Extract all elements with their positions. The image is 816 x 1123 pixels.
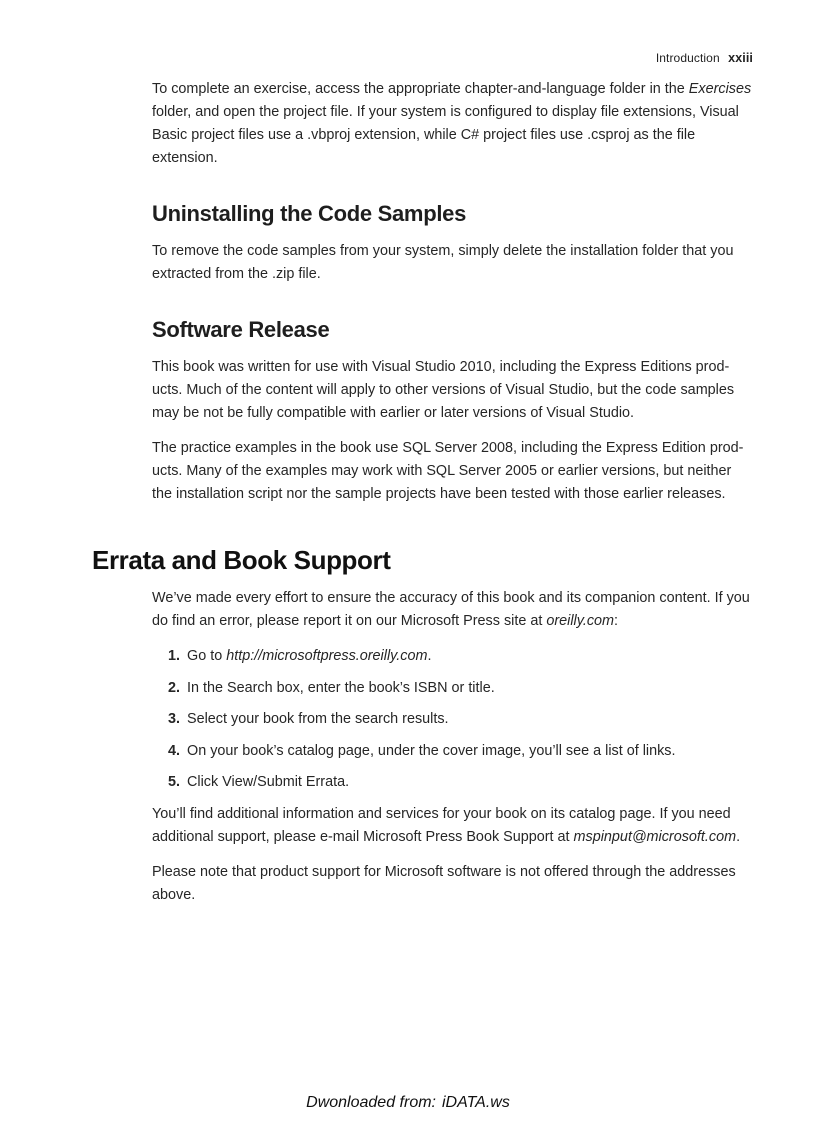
oreilly-site-link[interactable]: oreilly.com: [546, 613, 615, 629]
exercises-folder-name: Exercises: [688, 81, 752, 97]
support-paragraph: [152, 803, 754, 849]
support-text-end: .: [736, 828, 741, 845]
running-head: [656, 51, 753, 65]
running-head-section: Introduction: [655, 51, 720, 65]
microsoftpress-url-link[interactable]: http://microsoftpress.oreilly.com: [226, 648, 428, 664]
intro-text-start: To complete an exercise, access the appropriate chapter-and-language folder in the: [152, 81, 689, 97]
step-text: In the Search box, enter the book’s ISBN or title.: [187, 679, 495, 696]
step-number: 5.: [167, 774, 180, 791]
software-paragraph-sql-server: The practice examples in the book use SQL Server 2008, including the Express Edition prod-ucts. Many of the examples may work with SQL Server 2005 or earlier versions, but neither the installation script nor the sample projects have been tested with those earlier releases.: [152, 440, 744, 502]
step-number: 3.: [167, 711, 180, 728]
list-item: [152, 645, 754, 668]
step-number: 2.: [167, 679, 180, 696]
software-paragraph-visual-studio: This book was written for use with Visual Studio 2010, including the Express Editions prod-ucts. Much of the content will apply to other versions of Visual Studio, but the code samples may be not be fully compatible with earlier or later versions of Visual Studio.: [152, 359, 735, 421]
footer-site: iDATA.ws: [441, 1094, 510, 1111]
footer-label: Dwonloaded from:: [306, 1094, 436, 1111]
uninstall-heading: Uninstalling the Code Samples: [152, 201, 467, 226]
list-item: [152, 740, 754, 763]
step-text: Click View/Submit Errata.: [187, 774, 350, 791]
intro-paragraph: [152, 78, 754, 170]
list-item: [152, 771, 754, 794]
step-text-end: .: [427, 648, 432, 664]
step-number: 4.: [167, 742, 180, 759]
support-email-link[interactable]: mspinput@microsoft.com: [573, 828, 737, 845]
errata-intro-end: :: [614, 613, 619, 629]
software-release-heading: Software Release: [152, 317, 330, 342]
step-text: [187, 645, 431, 668]
step-text: Select your book from the search results.: [187, 711, 449, 728]
support-text: You’ll find additional information and services for your book on its catalog page. If you need additional support, please e-mail Microsoft Press Book Support at: [152, 805, 731, 845]
errata-intro-text: We’ve made every effort to ensure the accuracy of this book and its companion content. If you do find an error, please report it on our Microsoft Press site at: [152, 590, 750, 629]
list-item: [152, 708, 754, 731]
errata-steps-list: [152, 645, 754, 794]
step-number: 1.: [167, 648, 180, 664]
product-support-note: Please note that product support for Microsoft software is not offered through the addresses above.: [152, 863, 736, 903]
errata-heading: Errata and Book Support: [92, 545, 391, 575]
download-footer: [0, 1094, 816, 1112]
page-content: [92, 78, 754, 919]
step-text: On your book’s catalog page, under the cover image, you’ll see a list of links.: [187, 742, 676, 759]
page-number: xxiii: [728, 51, 753, 65]
intro-text-end: folder, and open the project file. If your system is configured to display file extensions, Visual Basic project files use a .vbproj extension, while C# project files use .csproj as the file extension.: [152, 104, 739, 166]
list-item: [152, 677, 754, 700]
errata-intro-paragraph: [152, 587, 754, 633]
step-text-start: Go to: [187, 648, 227, 664]
uninstall-paragraph: To remove the code samples from your system, simply delete the installation folder that you extracted from the .zip file.: [152, 243, 734, 282]
